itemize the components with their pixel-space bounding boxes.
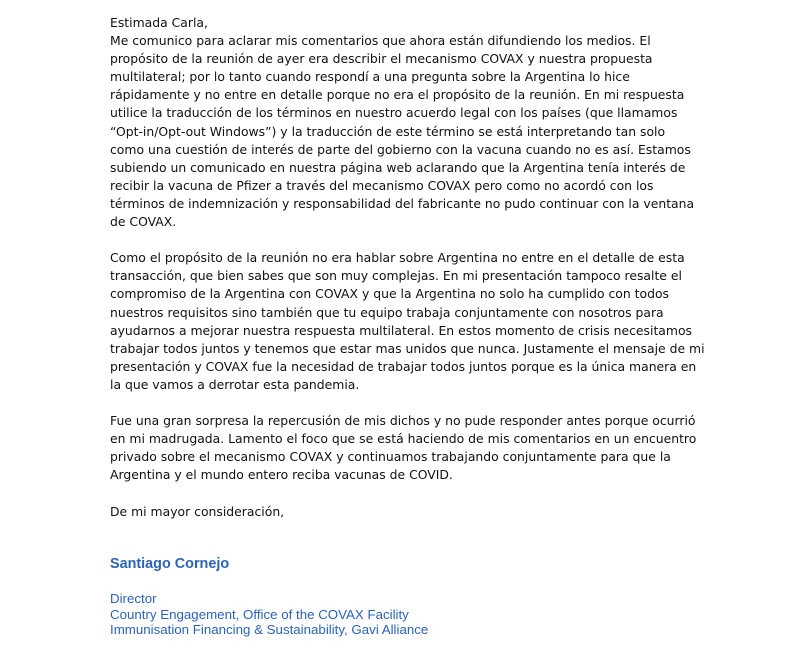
paragraph-line: la que vamos a derrotar esta pandemia.: [110, 376, 360, 392]
paragraph-line: Argentina y el mundo entero reciba vacunas de COVID.: [110, 467, 453, 483]
paragraph-line: términos de indemnización y responsabilidad del fabricante no pudo continuar con la ventana: [110, 195, 695, 211]
paragraph-line: privado sobre el mecanismo COVAX y continuamos trabajando conjuntamente para que la: [110, 449, 671, 465]
paragraph-line: trabajar todos juntos y tenemos que estar mas unidos que nunca. Justamente el mensaje de mi: [110, 340, 705, 356]
paragraph-2: [110, 249, 705, 394]
signature-department: Country Engagement, Office of the COVAX Facility: [110, 606, 409, 622]
paragraph-line: utilice la traducción de los términos en nuestro acuerdo legal con los países (que llamamos: [110, 105, 678, 121]
paragraph-line: “Opt-in/Opt-out Windows”) y la traducción de este término se está interpretando tan solo: [110, 123, 666, 139]
signature-block: [110, 555, 428, 638]
paragraph-line: Me comunico para aclarar mis comentarios que ahora están difundiendo los medios. El: [110, 33, 651, 49]
paragraph-line: compromiso de la Argentina con COVAX y que la Argentina no solo ha cumplido con todos: [110, 286, 670, 302]
paragraph-line: multilateral; por lo tanto cuando respondí a una pregunta sobre la Argentina lo hice: [110, 69, 630, 85]
paragraph-line: ayudarnos a mejorar nuestra respuesta multilateral. En estos momento de crisis necesitamos: [110, 322, 692, 338]
paragraph-line: como una cuestión de interés de parte del gobierno con la vacuna cuando no es así. Estamos: [110, 141, 691, 157]
signature-name: Santiago Cornejo: [110, 556, 230, 572]
paragraph-1: [110, 32, 700, 231]
paragraph-line: en mi madrugada. Lamento el foco que se está haciendo de mis comentarios en un encuentro: [110, 431, 697, 447]
paragraph-line: presentación y COVAX fue la necesidad de trabajar todos juntos porque es la única manera en: [110, 358, 697, 374]
paragraph-line: nuestros requisitos sino también que tu equipo trabaja conjuntamente con nosotros para: [110, 304, 664, 320]
paragraph-line: transacción, que bien sabes que son muy complejas. En mi presentación tampoco resalte el: [110, 268, 682, 284]
closing-line: De mi mayor consideración,: [110, 503, 285, 519]
letter-body: [110, 14, 705, 562]
closing: [110, 503, 700, 521]
paragraph-line: rápidamente y no entre en detalle porque no era el propósito de la reunión. En mi respuesta: [110, 87, 685, 103]
paragraph-line: de COVAX.: [110, 214, 177, 230]
paragraph-line: propósito de la reunión de ayer era describir el mecanismo COVAX y nuestra propuesta: [110, 51, 653, 67]
paragraph-line: Fue una gran sorpresa la repercusión de mis dichos y no pude responder antes porque ocurrió: [110, 413, 696, 429]
salutation: [110, 14, 700, 32]
paragraph-line: recibir la vacuna de Pfizer a través del mecanismo COVAX pero como no acordó con los: [110, 177, 654, 193]
paragraph-3: [110, 412, 700, 484]
salutation-line: Estimada Carla,: [110, 15, 208, 30]
signature-title: Director: [110, 591, 157, 606]
paragraph-line: subiendo un comunicado en nuestra página web aclarando que la Argentina tenía interés de: [110, 159, 686, 175]
paragraph-line: Como el propósito de la reunión no era hablar sobre Argentina no entre en el detalle de esta: [110, 250, 685, 266]
signature-organization: Immunisation Financing & Sustainability, Gavi Alliance: [110, 622, 429, 637]
